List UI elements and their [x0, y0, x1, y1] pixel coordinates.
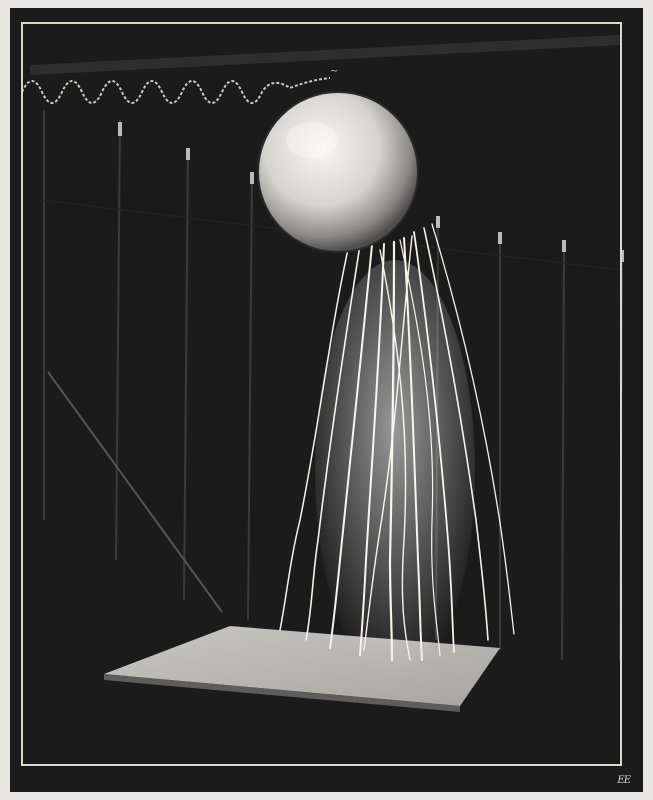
engraver-signature: EE	[617, 775, 630, 786]
svg-text:~: ~	[330, 66, 339, 77]
photo-frame	[21, 22, 622, 766]
